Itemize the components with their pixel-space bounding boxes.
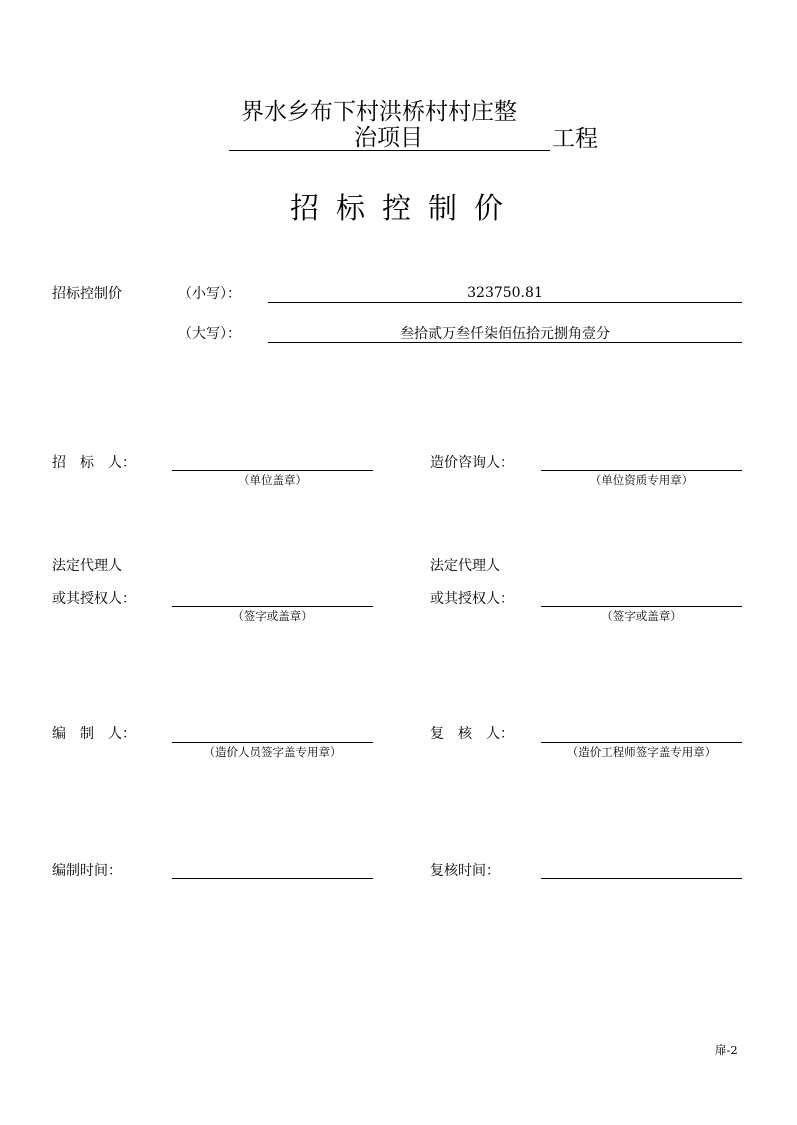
project-suffix: 工程 xyxy=(552,126,598,152)
legal-left-note: （签字或盖章） xyxy=(232,609,313,623)
tenderer-line xyxy=(172,470,373,471)
price-small-line xyxy=(268,302,742,303)
legal-right-note: （签字或盖章） xyxy=(601,609,682,623)
project-title-line1: 界水乡布下村洪桥村村庄整 xyxy=(241,99,517,125)
review-time-label: 复核时间： xyxy=(430,863,500,879)
tenderer-label: 招 标 人： xyxy=(52,455,136,471)
document-title: 招标控制价 xyxy=(290,191,521,225)
project-title-line2: 治项目 xyxy=(354,125,423,151)
legal-left-label1: 法定代理人 xyxy=(52,558,122,574)
price-label: 招标控制价 xyxy=(52,286,122,302)
legal-right-line xyxy=(541,606,742,607)
legal-left-line xyxy=(172,606,373,607)
reviewer-line xyxy=(541,742,742,743)
legal-right-label1: 法定代理人 xyxy=(430,558,500,574)
price-small-label: （小写）： xyxy=(178,286,241,302)
compiler-label: 编 制 人： xyxy=(52,726,136,742)
consultant-note: （单位资质专用章） xyxy=(589,473,694,487)
price-big-line xyxy=(268,342,742,343)
compiler-note: （造价人员签字盖专用章） xyxy=(203,745,342,759)
compile-time-label: 编制时间： xyxy=(52,863,122,879)
reviewer-label: 复 核 人： xyxy=(430,726,514,742)
legal-right-label2: 或其授权人： xyxy=(430,591,514,607)
reviewer-note: （造价工程师签字盖专用章） xyxy=(566,745,717,759)
tenderer-note: （单位盖章） xyxy=(238,473,307,487)
review-time-line xyxy=(541,878,742,879)
legal-left-label2: 或其授权人： xyxy=(52,591,136,607)
price-small-value: 323750.81 xyxy=(467,285,543,301)
compiler-line xyxy=(172,742,373,743)
project-title-underline xyxy=(229,150,550,151)
page-number: 扉-2 xyxy=(715,1043,738,1057)
price-big-value: 叁拾贰万叁仟柒佰伍拾元捌角壹分 xyxy=(400,326,610,342)
compile-time-line xyxy=(172,878,373,879)
consultant-label: 造价咨询人： xyxy=(430,455,514,471)
consultant-line xyxy=(541,470,742,471)
price-big-label: （大写）： xyxy=(178,326,241,342)
